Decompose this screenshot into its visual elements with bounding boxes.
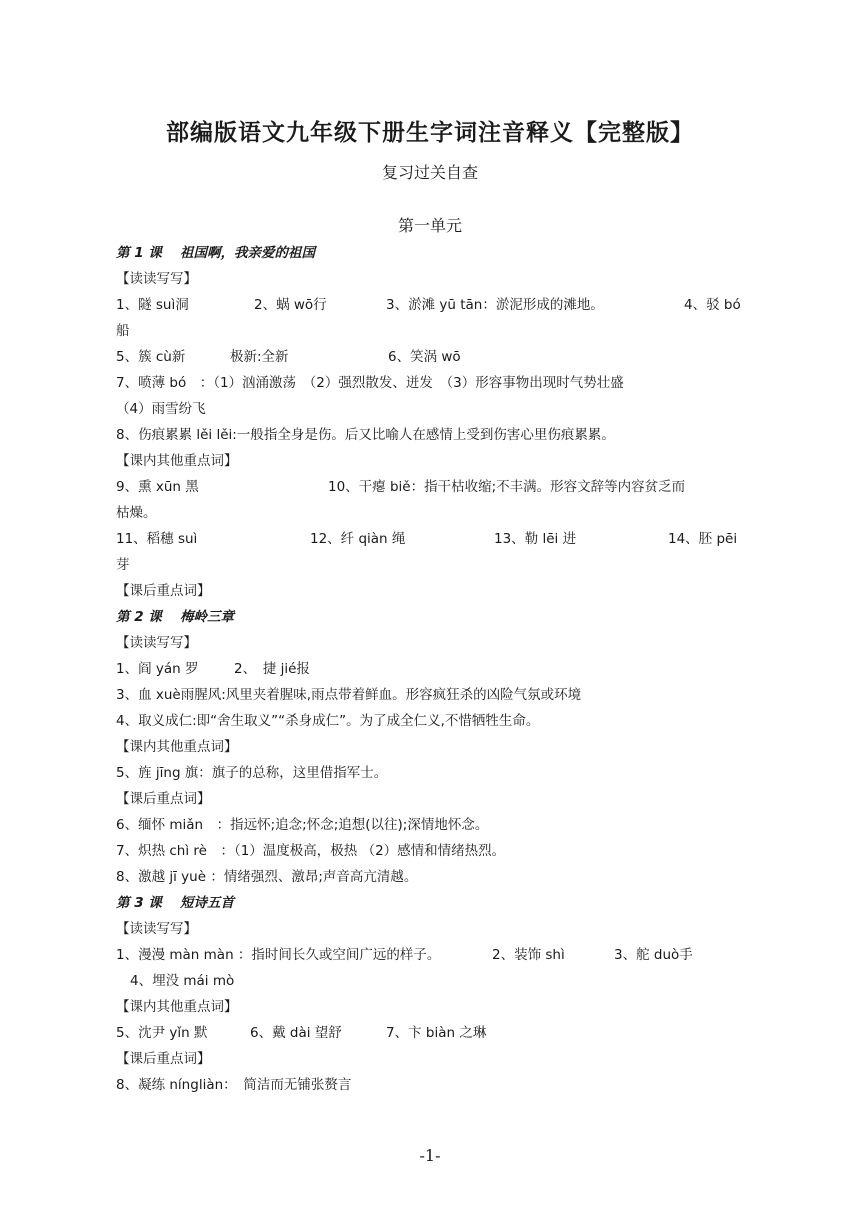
word-item: 8、凝练 níngliàn： 简洁而无铺张赘言: [116, 1077, 352, 1093]
word-item: 11、稻穗 suì: [116, 531, 198, 547]
word-item: 2、 捷 jié报: [234, 661, 310, 677]
word-item: 4、取义成仁:即“舍生取义”“杀身成仁”。为了成全仁义,不惜牺牲生命。: [116, 713, 540, 729]
word-row: [116, 292, 746, 318]
word-item: 3、舵 duò手: [614, 947, 693, 963]
word-item: 3、淤滩 yū tān：淤泥形成的滩地。: [386, 297, 604, 313]
word-item: 7、喷薄 bó ：（1）汹涌激荡 （2）强烈散发、迸发 （3）形容事物出现时气势壮盛: [116, 375, 624, 391]
lesson-2-title: 第 2 课 梅岭三章: [116, 609, 234, 625]
word-item: 5、沈尹 yǐn 默: [116, 1025, 208, 1041]
word-item: 1、阎 yán 罗: [116, 661, 199, 677]
word-item: 4、埋没 mái mò: [130, 973, 235, 989]
word-item: 8、激越 jī yuè ：情绪强烈、激昂;声音高亢清越。: [116, 869, 418, 885]
section-heading: 【课内其他重点词】: [116, 453, 238, 469]
word-item-continued: 枯燥。: [116, 505, 157, 521]
word-item: 10、干瘪 biě：指干枯收缩;不丰满。形容文辞等内容贫乏而: [328, 479, 686, 495]
word-item: 7、卞 biàn 之琳: [386, 1025, 487, 1041]
word-item: 5、簇 cù新: [116, 349, 186, 365]
word-item-continued: 船: [116, 323, 130, 339]
word-item: 8、伤痕累累 lěi lěi:一般指全身是伤。后又比喻人在感情上受到伤害心里伤痕累累。: [116, 427, 615, 443]
word-item: 6、缅怀 miǎn ：指远怀;追念;怀念;追想(以往);深情地怀念。: [116, 817, 489, 833]
word-item: 3、血 xuè雨腥风:风里夹着腥味,雨点带着鲜血。形容疯狂杀的凶险气氛或环境: [116, 687, 582, 703]
word-item: 6、笑涡 wō: [388, 349, 461, 365]
word-row: [116, 526, 746, 552]
word-item: 13、勒 lēi 进: [494, 531, 577, 547]
word-item-continued: （4）雨雪纷飞: [116, 401, 206, 417]
word-item: 7、炽热 chì rè ：（1）温度极高，极热 （2）感情和情绪热烈。: [116, 843, 506, 859]
word-item: 9、熏 xūn 黑: [116, 479, 199, 495]
word-row: [116, 942, 746, 968]
word-item: 1、隧 suì洞: [116, 297, 189, 313]
section-heading: 【课后重点词】: [116, 791, 211, 807]
word-item: 6、戴 dài 望舒: [250, 1025, 342, 1041]
document-title: 部编版语文九年级下册生字词注音释义【完整版】: [166, 120, 694, 146]
document-subtitle: 复习过关自查: [381, 163, 478, 182]
unit-heading: 第一单元: [397, 216, 462, 235]
word-item-continued: 芽: [116, 557, 130, 573]
word-item: 14、胚 pēi: [668, 531, 738, 547]
section-heading: 【读读写写】: [116, 271, 197, 287]
word-item: 5、旌 jīng 旗：旗子的总称，这里借指军士。: [116, 765, 388, 781]
word-item: 12、纤 qiàn 绳: [310, 531, 406, 547]
lesson-3-title: 第 3 课 短诗五首: [116, 895, 234, 911]
word-item: 2、装饰 shì: [492, 947, 565, 963]
word-row: [116, 344, 746, 370]
word-item: 4、驳 bó: [684, 297, 741, 313]
document-content: [116, 240, 746, 1098]
word-item: 1、漫漫 màn màn ：指时间长久或空间广远的样子。: [116, 947, 441, 963]
section-heading: 【读读写写】: [116, 921, 197, 937]
word-row: [116, 656, 746, 682]
word-item: 极新:全新: [230, 349, 289, 365]
section-heading: 【课内其他重点词】: [116, 739, 238, 755]
section-heading: 【课后重点词】: [116, 1051, 211, 1067]
lesson-1-title: 第 1 课 祖国啊，我亲爱的祖国: [116, 245, 315, 261]
word-row: [116, 1020, 746, 1046]
word-item: 2、蜗 wō行: [254, 297, 327, 313]
section-heading: 【课后重点词】: [116, 583, 211, 599]
section-heading: 【读读写写】: [116, 635, 197, 651]
page-number: -1-: [419, 1146, 441, 1165]
word-row: [116, 474, 746, 500]
section-heading: 【课内其他重点词】: [116, 999, 238, 1015]
